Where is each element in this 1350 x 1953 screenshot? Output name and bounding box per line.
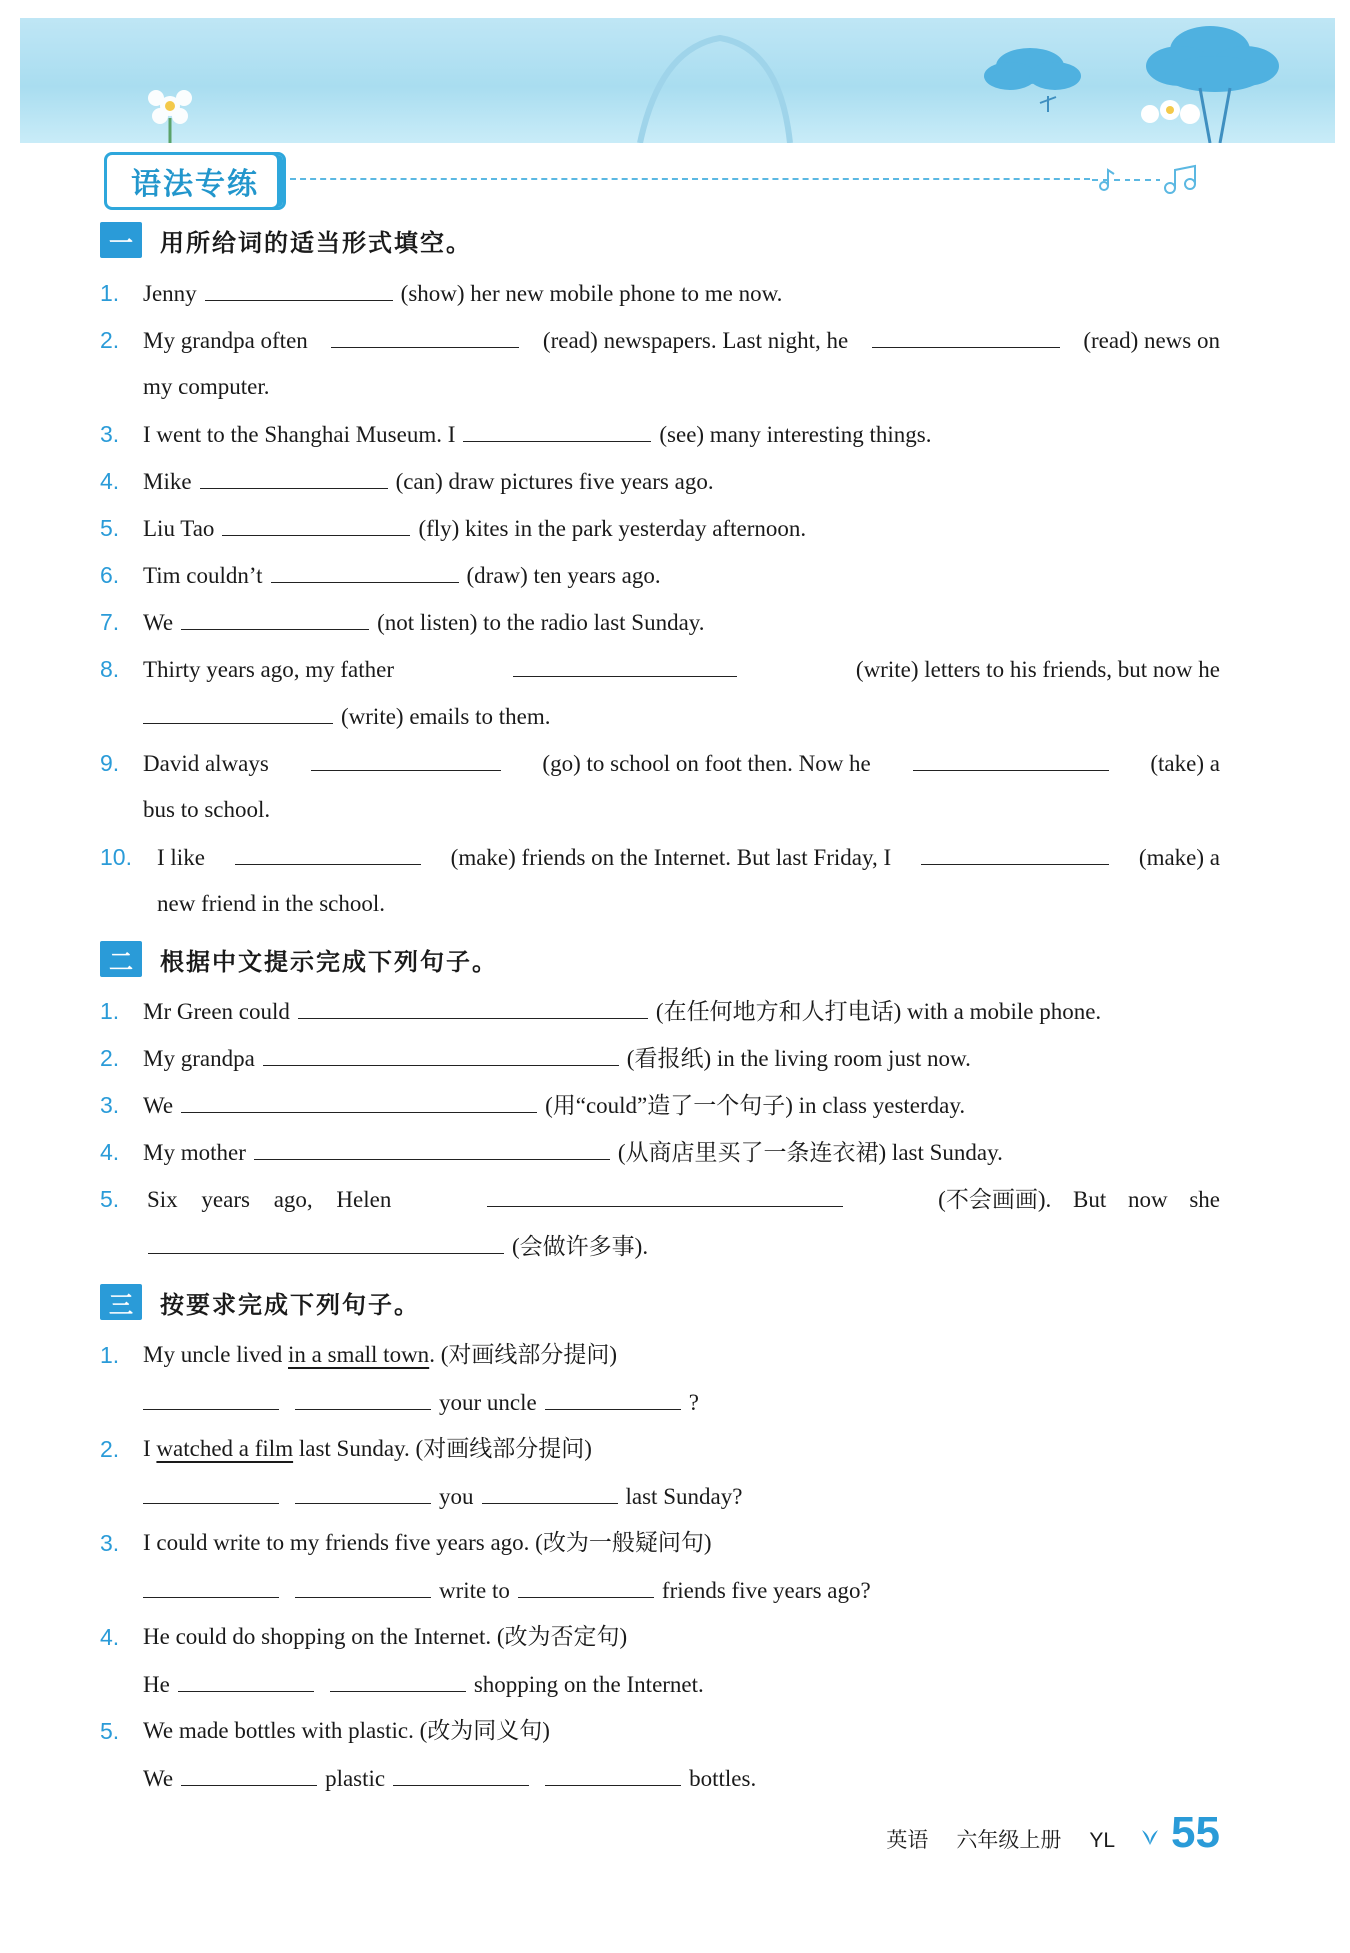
leaf-icon xyxy=(1139,1825,1161,1847)
question-1-8-cont: (write) emails to them. xyxy=(135,701,551,732)
answer-blank[interactable] xyxy=(205,278,393,301)
question-3-5: We made bottles with plastic. (改为同义句) xyxy=(143,1718,550,1743)
answer-blank[interactable] xyxy=(513,654,737,677)
question-3-4-answer: He shopping on the Internet. xyxy=(143,1669,704,1700)
page-footer xyxy=(886,1808,1220,1858)
question-number: 5. xyxy=(100,1186,120,1212)
answer-blank[interactable] xyxy=(913,748,1109,771)
question-3-3-answer: write to friends five years ago? xyxy=(135,1575,871,1606)
question-number: 4. xyxy=(100,1139,120,1165)
question-number: 1. xyxy=(100,1342,120,1368)
answer-blank[interactable] xyxy=(181,1090,537,1113)
question-1-3: I went to the Shanghai Museum. I (see) many interesting things. xyxy=(143,419,931,450)
question-3-2: I watched a film last Sunday. (对画线部分提问) xyxy=(143,1436,592,1461)
answer-blank[interactable] xyxy=(178,1669,314,1692)
answer-blank[interactable] xyxy=(181,607,369,630)
answer-blank[interactable] xyxy=(181,1763,317,1786)
page-title: 语法专练 xyxy=(131,167,259,202)
title-divider xyxy=(290,178,1090,180)
question-1-10-cont: new friend in the school. xyxy=(157,891,386,916)
question-number: 4. xyxy=(100,468,120,494)
question-1-2-cont: my computer. xyxy=(143,374,270,399)
answer-blank[interactable] xyxy=(263,1043,619,1066)
question-2-5-cont: (会做许多事). xyxy=(140,1231,648,1262)
question-1-6: Tim couldn’t (draw) ten years ago. xyxy=(143,560,661,591)
section-1-header xyxy=(100,222,472,258)
section-3-header xyxy=(100,1284,420,1320)
question-1-4: Mike (can) draw pictures five years ago. xyxy=(143,466,714,497)
question-number: 10. xyxy=(100,844,132,870)
question-1-5: Liu Tao (fly) kites in the park yesterday afternoon. xyxy=(143,513,806,544)
question-1-9: David always (go) to school on foot then. Now he (take) a xyxy=(143,748,1220,779)
answer-blank[interactable] xyxy=(482,1481,618,1504)
question-number: 5. xyxy=(100,1718,120,1744)
section-3-title: 按要求完成下列句子。 xyxy=(160,1290,420,1319)
answer-blank[interactable] xyxy=(295,1575,431,1598)
section-2-badge: 二 xyxy=(100,941,142,977)
answer-blank[interactable] xyxy=(518,1575,654,1598)
answer-blank[interactable] xyxy=(463,419,651,442)
top-banner xyxy=(20,18,1335,143)
music-note-icon xyxy=(1090,160,1220,200)
question-number: 8. xyxy=(100,656,120,682)
answer-blank[interactable] xyxy=(545,1387,681,1410)
question-number: 5. xyxy=(100,515,120,541)
footer-code: YL xyxy=(1089,1829,1116,1852)
page-number: 55 xyxy=(1171,1808,1220,1857)
question-3-3: I could write to my friends five years ago. (改为一般疑问句) xyxy=(143,1530,712,1555)
question-number: 3. xyxy=(100,421,120,447)
question-2-2: My grandpa (看报纸) in the living room just now. xyxy=(143,1043,971,1074)
answer-blank[interactable] xyxy=(331,325,519,348)
answer-blank[interactable] xyxy=(271,560,459,583)
answer-blank[interactable] xyxy=(295,1387,431,1410)
question-2-1: Mr Green could (在任何地方和人打电话) with a mobile phone. xyxy=(143,996,1101,1027)
question-number: 9. xyxy=(100,750,120,776)
answer-blank[interactable] xyxy=(393,1763,529,1786)
question-2-5: Six years ago, Helen (不会画画). But now she xyxy=(147,1184,1220,1215)
banner-decoration-icon xyxy=(20,18,1335,143)
answer-blank[interactable] xyxy=(545,1763,681,1786)
answer-blank[interactable] xyxy=(295,1481,431,1504)
section-1-title: 用所给词的适当形式填空。 xyxy=(160,228,472,257)
answer-blank[interactable] xyxy=(148,1231,504,1254)
underlined-phrase: watched a film xyxy=(156,1436,294,1461)
underlined-phrase: in a small town xyxy=(288,1342,430,1367)
answer-blank[interactable] xyxy=(311,748,501,771)
answer-blank[interactable] xyxy=(143,701,333,724)
question-number: 3. xyxy=(100,1530,120,1556)
answer-blank[interactable] xyxy=(143,1575,279,1598)
question-number: 4. xyxy=(100,1624,120,1650)
answer-blank[interactable] xyxy=(200,466,388,489)
section-3-badge: 三 xyxy=(100,1284,142,1320)
answer-blank[interactable] xyxy=(235,842,421,865)
question-number: 6. xyxy=(100,562,120,588)
question-3-1: My uncle lived in a small town. (对画线部分提问) xyxy=(143,1342,618,1367)
answer-blank[interactable] xyxy=(143,1481,279,1504)
question-1-7: We (not listen) to the radio last Sunday. xyxy=(143,607,705,638)
answer-blank[interactable] xyxy=(143,1387,279,1410)
question-3-2-answer: you last Sunday? xyxy=(135,1481,742,1512)
page-title-tag xyxy=(104,152,286,210)
section-2-title: 根据中文提示完成下列句子。 xyxy=(160,947,498,976)
answer-blank[interactable] xyxy=(921,842,1109,865)
question-3-4: He could do shopping on the Internet. (改为否定句) xyxy=(143,1624,628,1649)
question-1-9-cont: bus to school. xyxy=(143,797,271,822)
question-number: 1. xyxy=(100,998,120,1024)
question-number: 3. xyxy=(100,1092,120,1118)
question-1-10: I like (make) friends on the Internet. But last Friday, I (make) a xyxy=(157,842,1220,873)
question-number: 7. xyxy=(100,609,120,635)
answer-blank[interactable] xyxy=(298,996,648,1019)
question-1-1: Jenny (show) her new mobile phone to me now. xyxy=(143,278,782,309)
section-2-header xyxy=(100,941,498,977)
question-2-3: We (用“could”造了一个句子) in class yesterday. xyxy=(143,1090,965,1121)
question-3-1-answer: your uncle ? xyxy=(135,1387,699,1418)
answer-blank[interactable] xyxy=(222,513,410,536)
answer-blank[interactable] xyxy=(254,1137,610,1160)
question-number: 1. xyxy=(100,280,120,306)
answer-blank[interactable] xyxy=(872,325,1060,348)
question-number: 2. xyxy=(100,1436,120,1462)
question-1-8: Thirty years ago, my father (write) letters to his friends, but now he xyxy=(143,654,1220,685)
footer-subject: 英语 xyxy=(886,1828,929,1852)
section-1-badge: 一 xyxy=(100,222,142,258)
question-2-4: My mother (从商店里买了一条连衣裙) last Sunday. xyxy=(143,1137,1003,1168)
question-1-2: My grandpa often (read) newspapers. Last night, he (read) news on xyxy=(143,325,1220,356)
question-number: 2. xyxy=(100,1045,120,1071)
footer-grade: 六年级上册 xyxy=(956,1828,1062,1852)
question-number: 2. xyxy=(100,327,120,353)
question-3-5-answer: We plastic bottles. xyxy=(143,1763,756,1794)
answer-blank[interactable] xyxy=(330,1669,466,1692)
answer-blank[interactable] xyxy=(487,1184,843,1207)
